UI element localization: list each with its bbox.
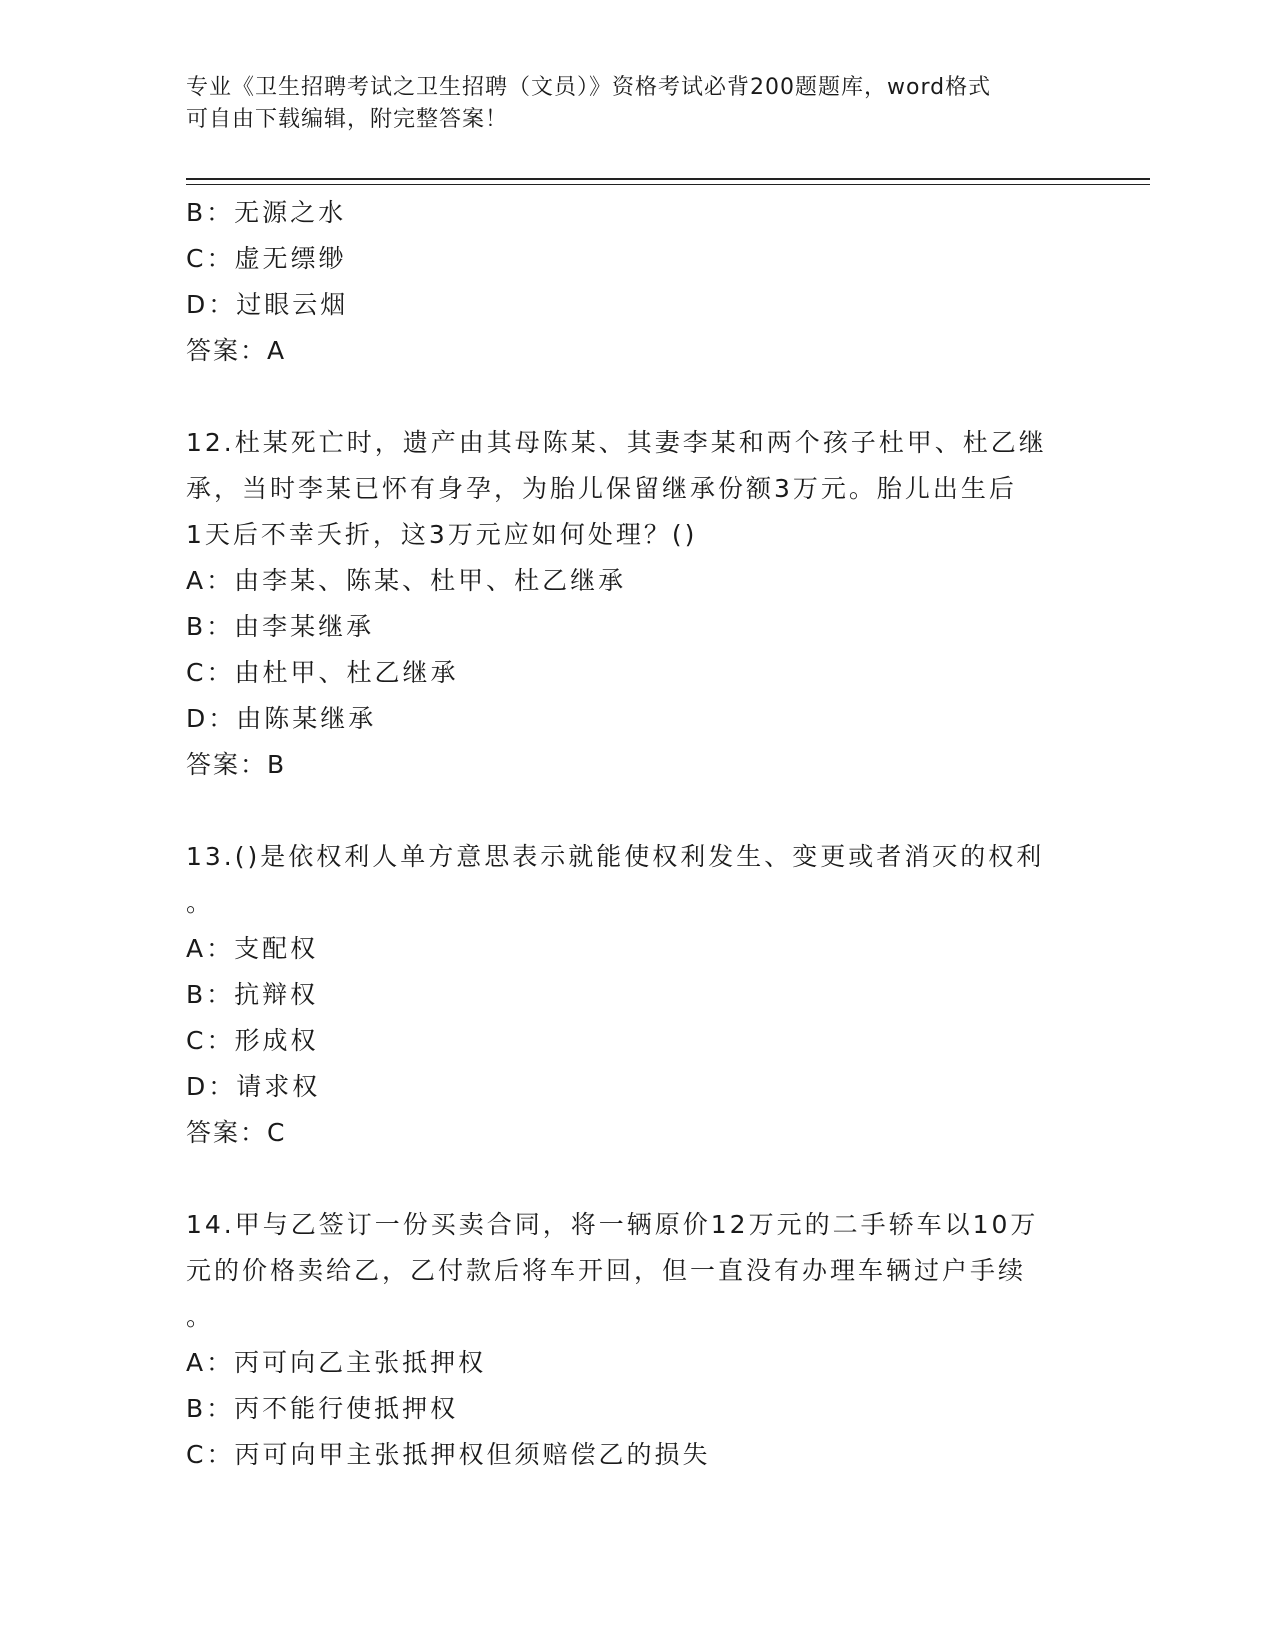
option-a: A：由李某、陈某、杜甲、杜乙继承 <box>186 566 627 595</box>
header-rule-thick <box>186 178 1150 180</box>
question-stem-line: 1天后不幸夭折，这3万元应如何处理？() <box>186 520 698 549</box>
option-b: B：丙不能行使抵押权 <box>186 1394 459 1423</box>
option-d: D：过眼云烟 <box>186 290 349 319</box>
question-content <box>186 190 1086 1478</box>
question-stem-line: 承，当时李某已怀有身孕，为胎儿保留继承份额3万元。胎儿出生后 <box>186 474 1017 503</box>
option-c: C：由杜甲、杜乙继承 <box>186 658 459 687</box>
option-b: B：由李某继承 <box>186 612 375 641</box>
header-line-1: 专业《卫生招聘考试之卫生招聘（文员）》资格考试必背200题题库，word格式 <box>186 75 992 100</box>
option-c: C：虚无缥缈 <box>186 244 347 273</box>
option-b: B：抗辩权 <box>186 980 319 1009</box>
spacer <box>186 374 1086 420</box>
spacer <box>186 788 1086 834</box>
question-stem-line: 13.()是依权利人单方意思表示就能使权利发生、变更或者消灭的权利 <box>186 842 1045 871</box>
spacer <box>186 1156 1086 1202</box>
question-stem-line: 。 <box>186 888 215 917</box>
option-b: B：无源之水 <box>186 198 347 227</box>
document-header <box>186 72 1066 136</box>
option-d: D：由陈某继承 <box>186 704 377 733</box>
answer-13: 答案：C <box>186 1118 287 1147</box>
question-stem-line: 。 <box>186 1302 215 1331</box>
header-rule-thin <box>186 184 1150 185</box>
option-c: C：形成权 <box>186 1026 319 1055</box>
question-14 <box>186 1202 1086 1478</box>
question-stem-line: 12.杜某死亡时，遗产由其母陈某、其妻李某和两个孩子杜甲、杜乙继 <box>186 428 1047 457</box>
header-line-2: 可自由下载编辑，附完整答案！ <box>186 107 509 132</box>
option-a: A：丙可向乙主张抵押权 <box>186 1348 487 1377</box>
question-13 <box>186 834 1086 1156</box>
answer-12: 答案：B <box>186 750 287 779</box>
option-c: C：丙可向甲主张抵押权但须赔偿乙的损失 <box>186 1440 711 1469</box>
question-stem-line: 14.甲与乙签订一份买卖合同，将一辆原价12万元的二手轿车以10万 <box>186 1210 1039 1239</box>
answer-11: 答案：A <box>186 336 287 365</box>
question-12 <box>186 420 1086 788</box>
option-d: D：请求权 <box>186 1072 321 1101</box>
question-stem-line: 元的价格卖给乙，乙付款后将车开回，但一直没有办理车辆过户手续 <box>186 1256 1027 1285</box>
question-11-options <box>186 190 1086 328</box>
option-a: A：支配权 <box>186 934 319 963</box>
